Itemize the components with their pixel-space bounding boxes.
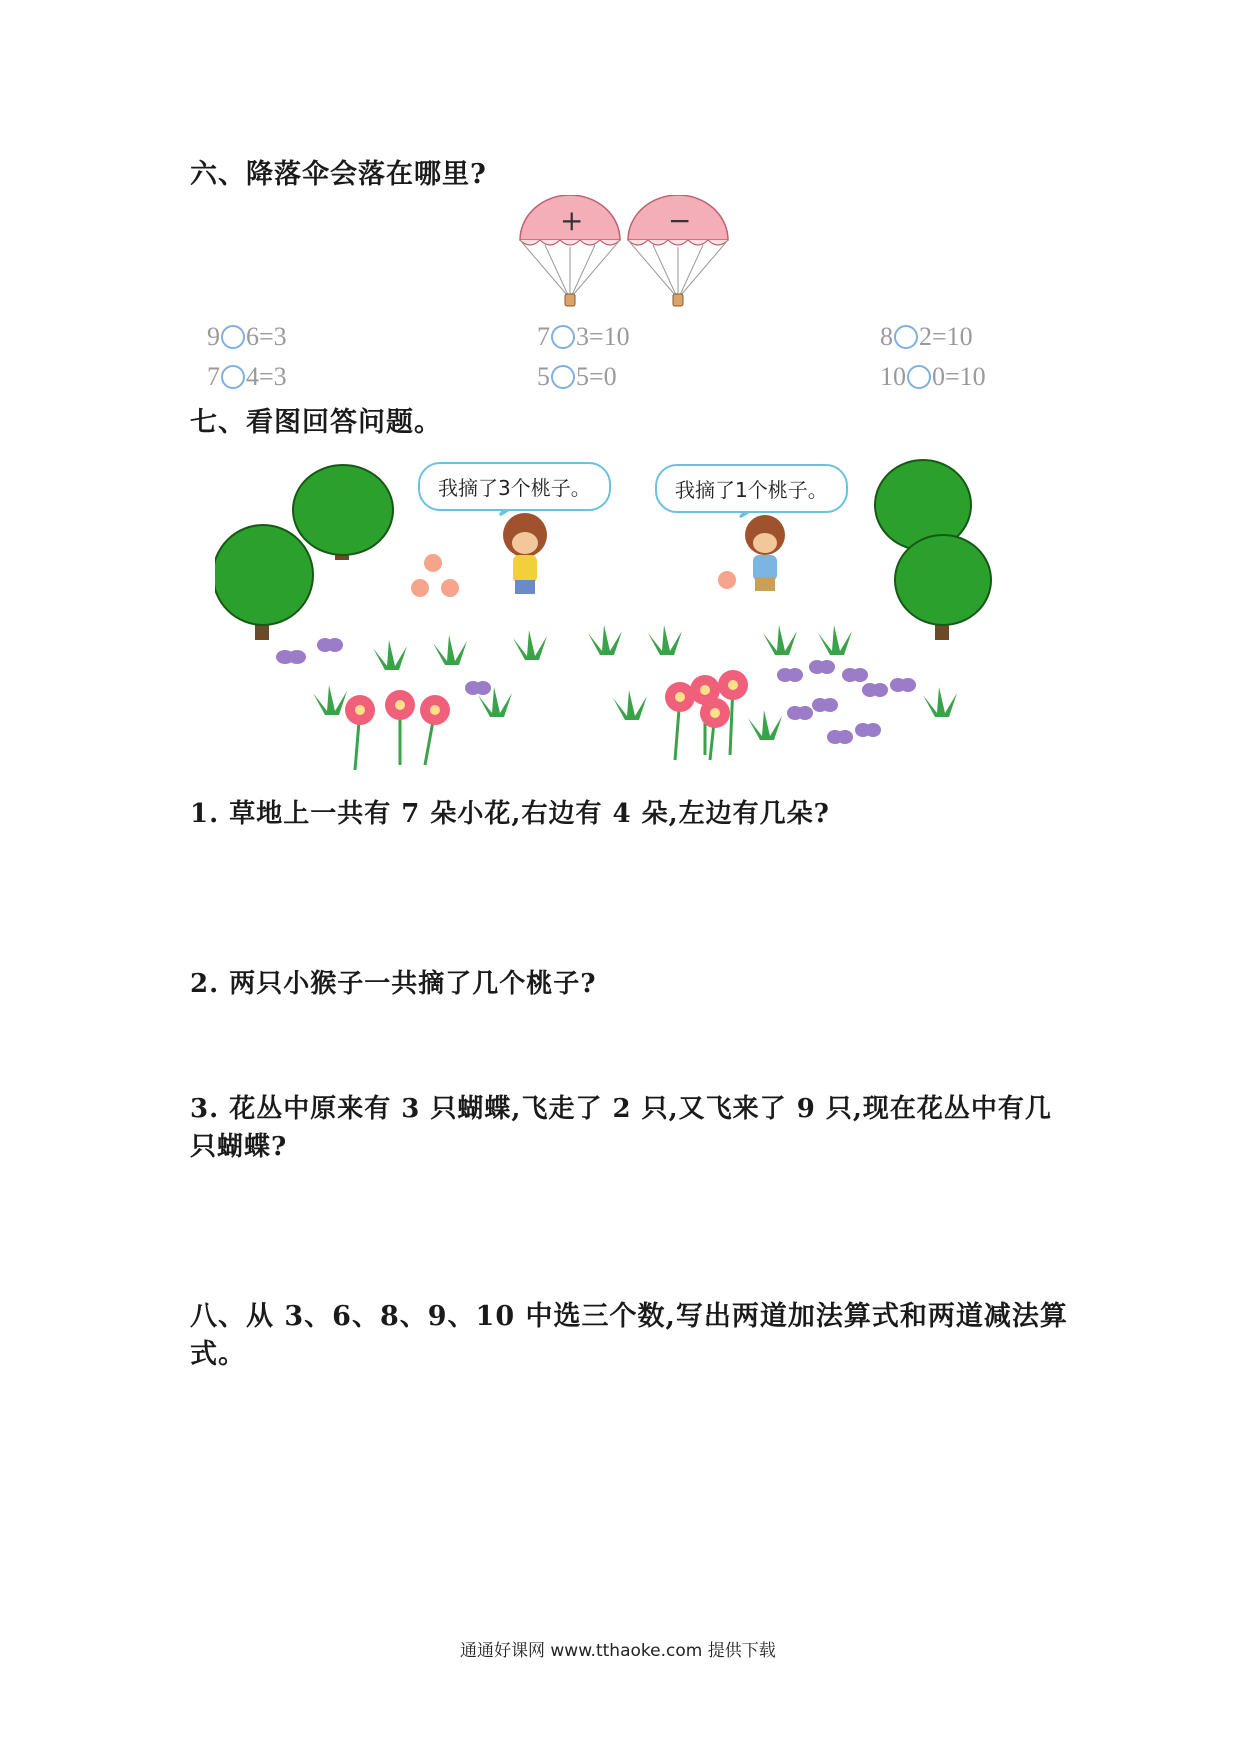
minus-symbol: −	[668, 204, 692, 237]
equation-1: 9 6=3	[207, 322, 287, 351]
answer-circle[interactable]	[221, 325, 245, 349]
answer-circle[interactable]	[221, 365, 245, 389]
tree-icon	[215, 525, 313, 640]
monkey-left-icon	[503, 513, 547, 594]
flower-icon	[345, 690, 450, 770]
butterfly-icon	[276, 638, 916, 744]
monkey-right-icon	[745, 515, 785, 591]
section-7-title: 七、看图回答问题。	[190, 407, 442, 438]
equation-4: 7 4=3	[207, 362, 287, 391]
grass-icon	[313, 625, 957, 740]
monkeys-garden-illustration	[215, 455, 1005, 780]
peach-icon	[441, 579, 459, 597]
question-2: 2. 两只小猴子一共摘了几个桃子?	[190, 969, 597, 999]
equation-5: 5 5=0	[537, 362, 617, 391]
peach-icon	[718, 571, 736, 589]
equation-2: 7 3=10	[537, 322, 630, 351]
parachutes-illustration	[515, 195, 735, 315]
plus-symbol: +	[560, 204, 584, 237]
tree-icon	[895, 535, 991, 640]
question-1: 1. 草地上一共有 7 朵小花,右边有 4 朵,左边有几朵?	[190, 799, 830, 829]
section-8-title: 八、从 3、6、8、9、10 中选三个数,写出两道加法算式和两道减法算式。	[190, 1301, 1068, 1370]
answer-circle[interactable]	[894, 325, 918, 349]
flower-icon	[665, 670, 748, 760]
equation-6: 10 0=10	[880, 362, 986, 391]
speech-bubble-right: 我摘了1个桃子。	[655, 464, 848, 513]
peach-icon	[424, 554, 442, 572]
footer-credit: 通通好课网 www.tthaoke.com 提供下载	[460, 1641, 776, 1661]
answer-circle[interactable]	[551, 365, 575, 389]
answer-circle[interactable]	[551, 325, 575, 349]
tree-icon	[293, 465, 393, 560]
peach-icon	[411, 579, 429, 597]
section-6-title: 六、降落伞会落在哪里?	[190, 159, 487, 190]
speech-bubble-left: 我摘了3个桃子。	[418, 462, 611, 511]
question-3: 3. 花丛中原来有 3 只蝴蝶,飞走了 2 只,又飞来了 9 只,现在花丛中有几只蝴蝶?	[190, 1094, 1052, 1162]
equation-3: 8 2=10	[880, 322, 973, 351]
answer-circle[interactable]	[907, 365, 931, 389]
